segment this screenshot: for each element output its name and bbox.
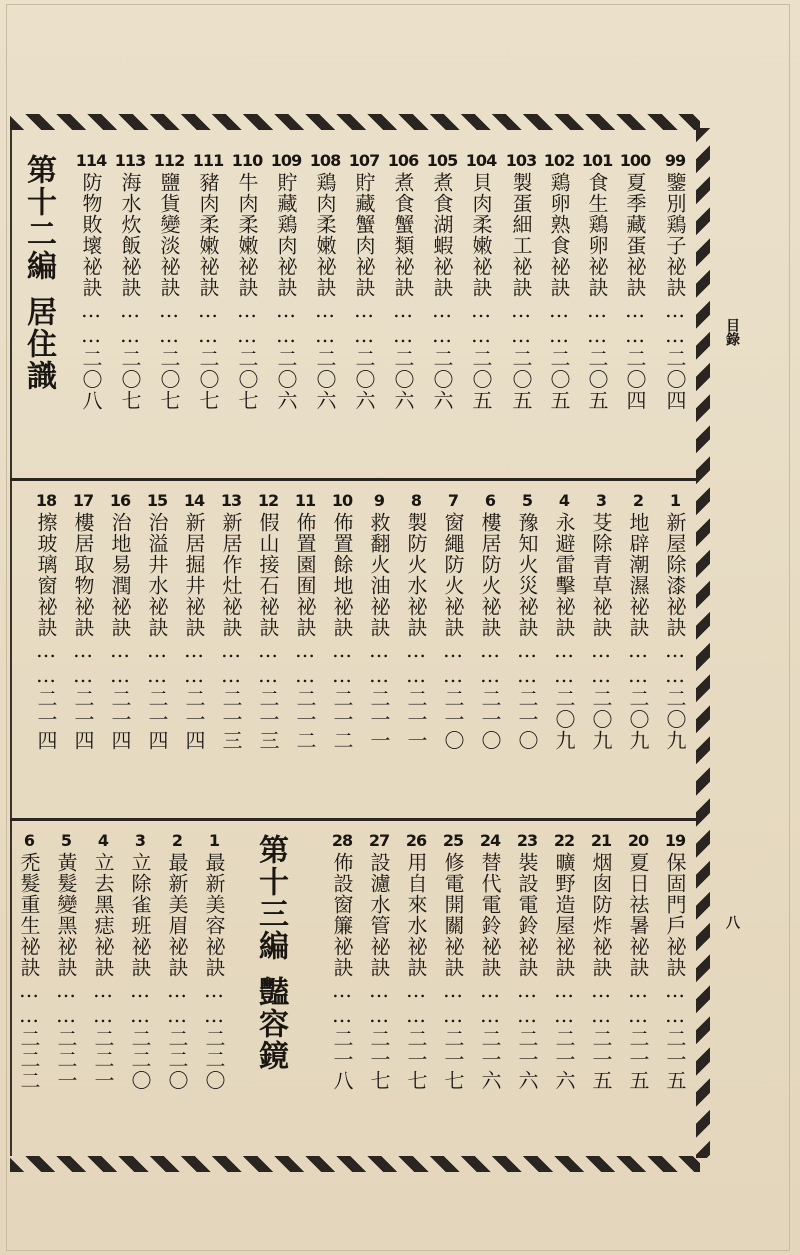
toc-entry[interactable] xyxy=(14,832,44,1091)
entry-number: 21 xyxy=(590,831,612,850)
entry-text: 治地易潤祕訣……二一四 xyxy=(108,512,132,751)
toc-entry[interactable] xyxy=(327,832,357,1091)
toc-entry[interactable] xyxy=(466,152,496,411)
toc-entry[interactable] xyxy=(105,492,135,751)
entry-number: 11 xyxy=(294,491,316,510)
toc-entry[interactable] xyxy=(623,492,653,751)
entry-number: 110 xyxy=(231,151,263,170)
toc-entry[interactable] xyxy=(438,492,468,751)
entry-text: 立除雀班祕訣……二二〇 xyxy=(128,852,152,1091)
entry-number: 101 xyxy=(581,151,613,170)
toc-entry[interactable] xyxy=(327,492,357,751)
row-divider-2 xyxy=(10,818,696,821)
entry-text: 佈置園囿祕訣……二一二 xyxy=(293,512,317,751)
toc-entry[interactable] xyxy=(154,152,184,411)
toc-entry[interactable] xyxy=(290,492,320,751)
entry-number: 99 xyxy=(664,151,686,170)
entry-text: 海水炊飯祕訣……二〇七 xyxy=(118,172,142,411)
entry-number: 5 xyxy=(521,491,533,510)
toc-entry[interactable] xyxy=(660,492,690,751)
entry-text: 假山接石祕訣……二一三 xyxy=(256,512,280,751)
entry-number: 12 xyxy=(257,491,279,510)
toc-entry[interactable] xyxy=(586,832,616,1091)
entry-number: 1 xyxy=(669,491,681,510)
side-label-mokuroku: 目錄 xyxy=(724,318,740,346)
entry-text: 鹽貨變淡祕訣……二〇七 xyxy=(157,172,181,411)
toc-entry[interactable] xyxy=(271,152,301,411)
entry-text: 鑒別鶏子祕訣……二〇四 xyxy=(663,172,687,411)
entry-number: 6 xyxy=(23,831,35,850)
entry-number: 2 xyxy=(171,831,183,850)
entry-text: 救翻火油祕訣……二一一 xyxy=(367,512,391,751)
toc-entry[interactable] xyxy=(549,492,579,751)
entry-number: 10 xyxy=(331,491,353,510)
entry-text: 樓居取物祕訣……二一四 xyxy=(71,512,95,751)
entry-text: 夏日祛暑祕訣……二一五 xyxy=(626,852,650,1091)
entry-number: 108 xyxy=(309,151,341,170)
entry-number: 16 xyxy=(109,491,131,510)
entry-number: 113 xyxy=(114,151,146,170)
toc-entry[interactable] xyxy=(660,832,690,1091)
toc-entry[interactable] xyxy=(512,492,542,751)
entry-number: 20 xyxy=(627,831,649,850)
toc-entry[interactable] xyxy=(544,152,574,411)
entry-number: 9 xyxy=(373,491,385,510)
entry-number: 103 xyxy=(505,151,537,170)
entry-text: 烟囱防炸祕訣……二一五 xyxy=(589,852,613,1091)
toc-entry[interactable] xyxy=(216,492,246,751)
toc-entry[interactable] xyxy=(232,152,262,411)
row-divider-1 xyxy=(10,478,696,481)
toc-entry[interactable] xyxy=(68,492,98,751)
entry-text: 地辟潮濕祕訣……二〇九 xyxy=(626,512,650,751)
section-heading-number: 第十二編 xyxy=(21,154,56,282)
section-heading-title: 豔容鏡 xyxy=(253,976,288,1072)
entry-number: 14 xyxy=(183,491,205,510)
toc-entry[interactable] xyxy=(506,152,536,411)
entry-text: 新居作灶祕訣……二一三 xyxy=(219,512,243,751)
entry-text: 禿髮重生祕訣……二二二 xyxy=(17,852,41,1091)
toc-entry[interactable] xyxy=(660,152,690,411)
entry-text: 替代電鈴祕訣……二一六 xyxy=(478,852,502,1091)
entry-text: 新居掘井祕訣……二一四 xyxy=(182,512,206,751)
toc-entry[interactable] xyxy=(142,492,172,751)
entry-text: 修電開關祕訣……二一七 xyxy=(441,852,465,1091)
side-label-page-number: 八 xyxy=(724,915,740,929)
toc-entry[interactable] xyxy=(193,152,223,411)
toc-entry[interactable] xyxy=(31,492,61,751)
toc-entry[interactable] xyxy=(438,832,468,1091)
entry-number: 1 xyxy=(208,831,220,850)
entry-number: 13 xyxy=(220,491,242,510)
entry-number: 112 xyxy=(153,151,185,170)
toc-entry[interactable] xyxy=(549,832,579,1091)
toc-entry[interactable] xyxy=(199,832,229,1091)
entry-number: 100 xyxy=(619,151,651,170)
entry-number: 7 xyxy=(447,491,459,510)
entry-text: 防物敗壞祕訣……二〇八 xyxy=(79,172,103,411)
entry-text: 貯藏鶏肉祕訣……二〇六 xyxy=(274,172,298,411)
section-heading-number: 第十三編 xyxy=(253,834,288,962)
toc-entry[interactable] xyxy=(620,152,650,411)
toc-entry[interactable] xyxy=(253,492,283,751)
section-heading-title: 居住識 xyxy=(21,296,56,392)
entry-text: 煮食湖蝦祕訣……二〇六 xyxy=(430,172,454,411)
toc-entry[interactable] xyxy=(623,832,653,1091)
entry-number: 111 xyxy=(192,151,224,170)
toc-entry[interactable] xyxy=(88,832,118,1091)
entry-text: 新屋除漆祕訣……二〇九 xyxy=(663,512,687,751)
entry-number: 4 xyxy=(558,491,570,510)
toc-entry[interactable] xyxy=(582,152,612,411)
entry-text: 豫知火災祕訣……二一〇 xyxy=(515,512,539,751)
entry-number: 109 xyxy=(270,151,302,170)
entry-text: 樓居防火祕訣……二一〇 xyxy=(478,512,502,751)
toc-entry[interactable] xyxy=(475,832,505,1091)
entry-number: 6 xyxy=(484,491,496,510)
entry-text: 用自來水祕訣……二一七 xyxy=(404,852,428,1091)
entry-number: 105 xyxy=(426,151,458,170)
entry-number: 18 xyxy=(35,491,57,510)
entry-text: 鶏卵熟食祕訣……二〇五 xyxy=(547,172,571,411)
entry-text: 貯藏蟹肉祕訣……二〇六 xyxy=(352,172,376,411)
entry-text: 窗繩防火祕訣……二一〇 xyxy=(441,512,465,751)
entry-text: 最新美眉祕訣……二二〇 xyxy=(165,852,189,1091)
top-ornament-border xyxy=(10,114,700,130)
entry-text: 佈設窗簾祕訣……二一八 xyxy=(330,852,354,1091)
entry-text: 夏季藏蛋祕訣……二〇四 xyxy=(623,172,647,411)
entry-text: 食生鶏卵祕訣……二〇五 xyxy=(585,172,609,411)
entry-number: 107 xyxy=(348,151,380,170)
entry-text: 設濾水管祕訣……二一七 xyxy=(367,852,391,1091)
toc-entry[interactable] xyxy=(349,152,379,411)
toc-entry[interactable] xyxy=(401,832,431,1091)
entry-text: 曠野造屋祕訣……二一六 xyxy=(552,852,576,1091)
entry-text: 保固門戶祕訣……二一五 xyxy=(663,852,687,1091)
right-ornament-border xyxy=(696,128,710,1158)
entry-text: 立去黑痣祕訣……二二一 xyxy=(91,852,115,1091)
entry-number: 22 xyxy=(553,831,575,850)
entry-text: 牛肉柔嫩祕訣……二〇七 xyxy=(235,172,259,411)
entry-number: 23 xyxy=(516,831,538,850)
toc-entry[interactable] xyxy=(388,152,418,411)
entry-number: 114 xyxy=(75,151,107,170)
toc-entry[interactable] xyxy=(364,832,394,1091)
entry-text: 貝肉柔嫩祕訣……二〇五 xyxy=(469,172,493,411)
entry-number: 3 xyxy=(595,491,607,510)
section-heading-13[interactable] xyxy=(250,832,290,1072)
entry-number: 4 xyxy=(97,831,109,850)
entry-number: 19 xyxy=(664,831,686,850)
entry-text: 最新美容祕訣……二二〇 xyxy=(202,852,226,1091)
entry-text: 芟除青草祕訣……二〇九 xyxy=(589,512,613,751)
toc-entry[interactable] xyxy=(475,492,505,751)
toc-entry[interactable] xyxy=(125,832,155,1091)
entry-text: 製蛋細工祕訣……二〇五 xyxy=(509,172,533,411)
entry-number: 5 xyxy=(60,831,72,850)
left-frame-line xyxy=(10,130,12,1156)
toc-entry[interactable] xyxy=(512,832,542,1091)
toc-entry[interactable] xyxy=(586,492,616,751)
entry-number: 26 xyxy=(405,831,427,850)
entry-text: 裝設電鈴祕訣……二一六 xyxy=(515,852,539,1091)
entry-number: 27 xyxy=(368,831,390,850)
entry-number: 8 xyxy=(410,491,422,510)
entry-text: 煮食蟹類祕訣……二〇六 xyxy=(391,172,415,411)
toc-entry[interactable] xyxy=(115,152,145,411)
entry-text: 製防火水祕訣……二一一 xyxy=(404,512,428,751)
entry-text: 治溢井水祕訣……二一四 xyxy=(145,512,169,751)
entry-text: 豬肉柔嫩祕訣……二〇七 xyxy=(196,172,220,411)
toc-entry[interactable] xyxy=(364,492,394,751)
entry-number: 17 xyxy=(72,491,94,510)
section-heading-12[interactable] xyxy=(18,152,58,392)
entry-text: 永避雷擊祕訣……二〇九 xyxy=(552,512,576,751)
entry-number: 25 xyxy=(442,831,464,850)
toc-entry[interactable] xyxy=(51,832,81,1091)
entry-number: 3 xyxy=(134,831,146,850)
entry-number: 2 xyxy=(632,491,644,510)
toc-entry[interactable] xyxy=(401,492,431,751)
toc-entry[interactable] xyxy=(162,832,192,1091)
entry-text: 佈置餘地祕訣……二一二 xyxy=(330,512,354,751)
bottom-ornament-border xyxy=(10,1156,700,1172)
entry-number: 15 xyxy=(146,491,168,510)
entry-number: 102 xyxy=(543,151,575,170)
toc-entry[interactable] xyxy=(427,152,457,411)
entry-text: 黃髮變黑祕訣……二二一 xyxy=(54,852,78,1091)
entry-number: 24 xyxy=(479,831,501,850)
toc-entry[interactable] xyxy=(179,492,209,751)
entry-number: 106 xyxy=(387,151,419,170)
toc-entry[interactable] xyxy=(310,152,340,411)
entry-text: 鶏肉柔嫩祕訣……二〇六 xyxy=(313,172,337,411)
entry-number: 28 xyxy=(331,831,353,850)
toc-entry[interactable] xyxy=(76,152,106,411)
entry-text: 擦玻璃窗祕訣……二一四 xyxy=(34,512,58,751)
entry-number: 104 xyxy=(465,151,497,170)
